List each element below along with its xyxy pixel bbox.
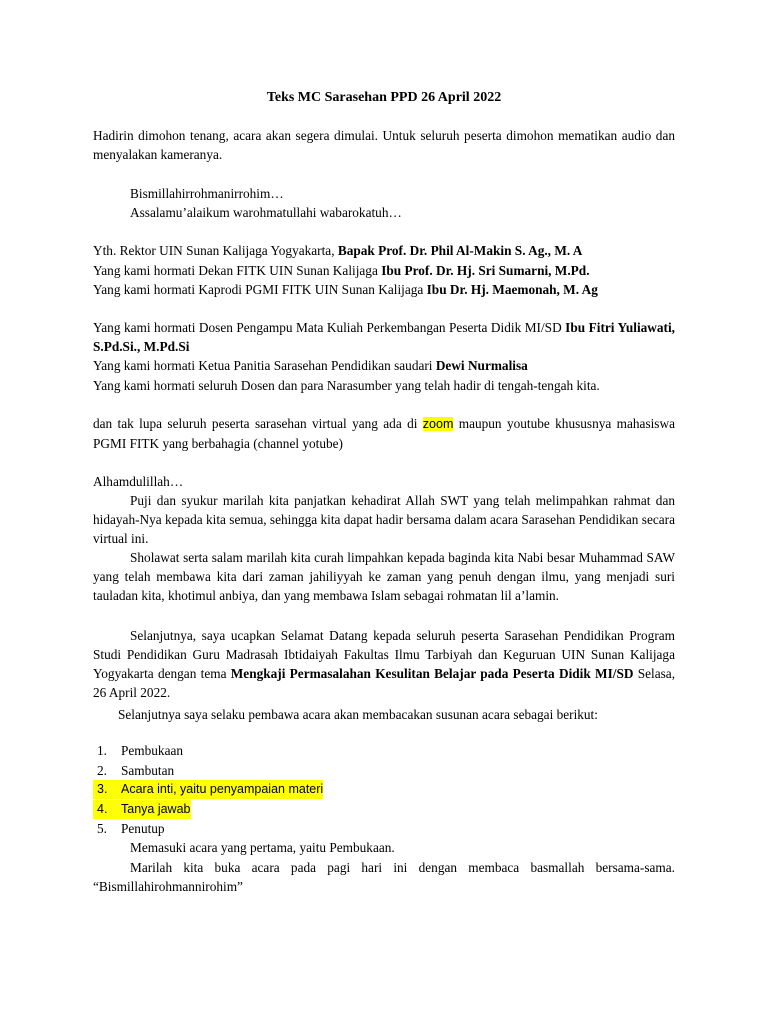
alhamdulillah-line: Alhamdulillah… (93, 474, 184, 489)
agenda-text: Sambutan (121, 762, 175, 778)
intro-paragraph: Hadirin dimohon tenang, acara akan segera dimulai. Untuk seluruh peserta dimohon mematikan audio dan menyalakan kameranya. (93, 128, 675, 162)
yth-dekan-name: Ibu Prof. Dr. Hj. Sri Sumarni, M.Pd. (381, 263, 590, 278)
sholawat-paragraph: Sholawat serta salam marilah kita curah limpahkan kepada baginda kita Nabi besar Muhammad SAW yang telah membawa kita dari zaman jahiliyyah ke zaman yang penuh dengan ilmu, yang menjadi suri tauladan kita, khotimul anbiya, dan yang membawa Islam sebagai rohmatan lil a’lamin. (93, 550, 675, 603)
greeting-salam: Assalamu’alaikum warohmatullahi wabarokatuh… (130, 205, 402, 220)
yth-dekan (93, 261, 675, 280)
agenda-item (93, 761, 675, 781)
yth-dosen-pengampu-text: Yang kami hormati Dosen Pengampu Mata Kuliah Perkembangan Peserta Didik MI/SD (93, 320, 566, 335)
puji-paragraph: Puji dan syukur marilah kita panjatkan kehadirat Allah SWT yang telah melimpahkan rahmat dan hidayah-Nya kepada kita semua, sehingga kita dapat hadir bersama dalam acara Sarasehan Pendidikan secara virtual ini. (93, 493, 675, 546)
yth-rektor-text: Yth. Rektor UIN Sunan Kalijaga Yogyakarta, (93, 243, 338, 258)
yth-dosen-pengampu (93, 318, 675, 356)
tanggal-text: Selasa, 26 April 2022. (93, 666, 676, 700)
agenda-item (93, 741, 675, 761)
agenda-number: 4. (93, 800, 121, 819)
peserta-paragraph (93, 414, 675, 453)
zoom-highlight: zoom (422, 417, 454, 431)
yth-kaprodi-text: Yang kami hormati Kaprodi PGMI FITK UIN Sunan Kalijaga (93, 282, 427, 297)
marilah-paragraph: Marilah kita buka acara pada pagi hari ini dengan membaca basmallah bersama-sama. “Bismillahirohmannirohim” (93, 860, 675, 894)
agenda-item-highlighted (93, 780, 675, 800)
tema-text: Mengkaji Permasalahan Kesulitan Belajar pada Peserta Didik MI/SD (230, 666, 634, 681)
selamat-datang-text: Selanjutnya, saya ucapkan Selamat Datang kepada seluruh peserta Sarasehan Pendidikan Program Studi Pendidikan Guru Madrasah Ibtidaiyah Fakultas Ilmu Tarbiyah dan Keguruan UIN Sunan Kalijaga Yogyakarta dengan tema (93, 628, 675, 681)
dosen-paragraph: Yang kami hormati seluruh Dosen dan para Narasumber yang telah hadir di tengah-tengah kita. (93, 378, 600, 393)
agenda-number: 5. (97, 821, 107, 836)
document-title: Teks MC Sarasehan PPD 26 April 2022 (266, 90, 502, 105)
yth-ketua-panitia-text: Yang kami hormati Ketua Panitia Sarasehan Pendidikan saudari (93, 358, 436, 373)
yth-ketua-panitia (93, 356, 675, 375)
susunan-paragraph: Selanjutnya saya selaku pembawa acara akan membacakan susunan acara sebagai berikut: (118, 707, 598, 722)
memasuki-line: Memasuki acara yang pertama, yaitu Pembukaan. (130, 840, 395, 855)
yth-kaprodi (93, 280, 675, 299)
agenda-list (93, 741, 675, 839)
agenda-item (93, 819, 675, 839)
agenda-text: Pembukaan (121, 743, 184, 758)
agenda-number: 2. (97, 762, 107, 778)
agenda-text: Tanya jawab (121, 800, 191, 819)
yth-dosen-pengampu-name: Ibu Fitri Yuliawati, S.Pd.Si., M.Pd.Si (93, 320, 675, 354)
yth-ketua-panitia-name: Dewi Nurmalisa (435, 358, 528, 373)
greeting-bismillah: Bismillahirrohmanirrohim… (130, 186, 284, 201)
yth-rektor-name: Bapak Prof. Dr. Phil Al-Makin S. Ag., M. A (337, 243, 583, 258)
agenda-text: Penutup (121, 821, 165, 836)
yth-dekan-text: Yang kami hormati Dekan FITK UIN Sunan Kalijaga (93, 263, 382, 278)
peserta-text-pre: dan tak lupa seluruh peserta sarasehan virtual yang ada di (93, 416, 423, 431)
peserta-text-post: maupun youtube khususnya mahasiswa PGMI FITK yang berbahagia (channel yotube) (93, 416, 675, 451)
agenda-number: 1. (97, 743, 107, 758)
selamat-datang-paragraph (93, 626, 675, 702)
agenda-item-highlighted (93, 800, 675, 820)
yth-kaprodi-name: Ibu Dr. Hj. Maemonah, M. Ag (426, 282, 598, 297)
yth-rektor (93, 241, 675, 260)
agenda-text: Acara inti, yaitu penyampaian materi (121, 780, 323, 799)
agenda-number: 3. (93, 780, 121, 799)
